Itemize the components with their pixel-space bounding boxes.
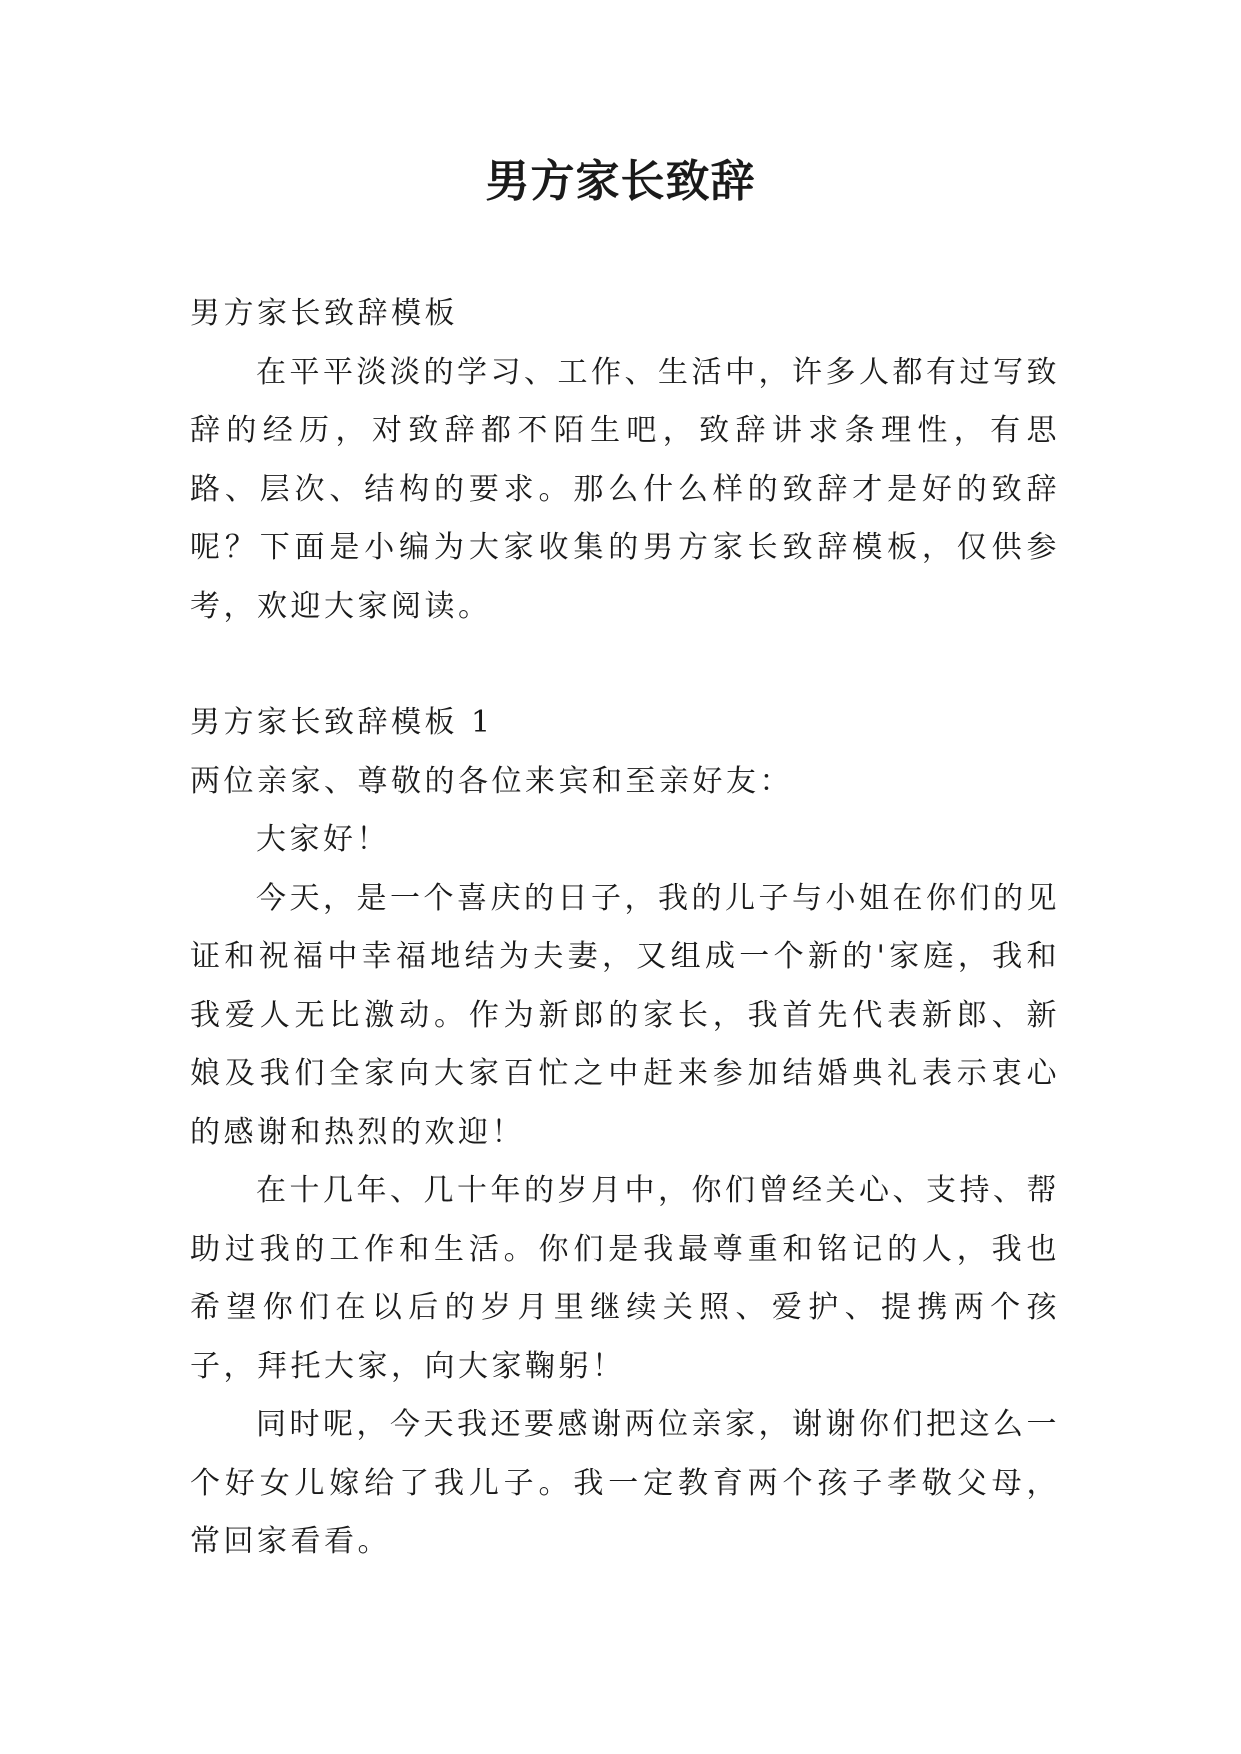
body-paragraph-1: 今天，是一个喜庆的日子，我的儿子与小姐在你们的见证和祝福中幸福地结为夫妻，又组成一个新的'家庭，我和我爱人无比激动。作为新郎的家长，我首先代表新郎、新娘及我们全家向大家百忙之中赶来参加结婚典礼表示衷心的感谢和热烈的欢迎！ (190, 880, 1060, 1150)
body-paragraph-3: 同时呢，今天我还要感谢两位亲家，谢谢你们把这么一个好女儿嫁给了我儿子。我一定教育两个孩子孝敬父母，常回家看看。 (190, 1407, 1060, 1559)
greeting: 大家好！ (256, 822, 390, 857)
section-heading: 男方家长致辞模板 1 (190, 705, 494, 740)
document-title: 男方家长致辞 (485, 156, 756, 207)
body-paragraph-2: 在十几年、几十年的岁月中，你们曾经关心、支持、帮助过我的工作和生活。你们是我最尊重和铭记的人，我也希望你们在以后的岁月里继续关照、爱护、提携两个孩子，拜托大家，向大家鞠躬！ (190, 1173, 1060, 1384)
document-body (190, 285, 1060, 1572)
salutation: 两位亲家、尊敬的各位来宾和至亲好友： (190, 763, 793, 799)
intro-paragraph: 在平平淡淡的学习、工作、生活中，许多人都有过写致辞的经历，对致辞都不陌生吧，致辞讲求条理性，有思路、层次、结构的要求。那么什么样的致辞才是好的致辞呢？下面是小编为大家收集的男方家长致辞模板，仅供参考，欢迎大家阅读。 (190, 354, 1060, 624)
document-heading: 男方家长致辞模板 (190, 296, 458, 331)
